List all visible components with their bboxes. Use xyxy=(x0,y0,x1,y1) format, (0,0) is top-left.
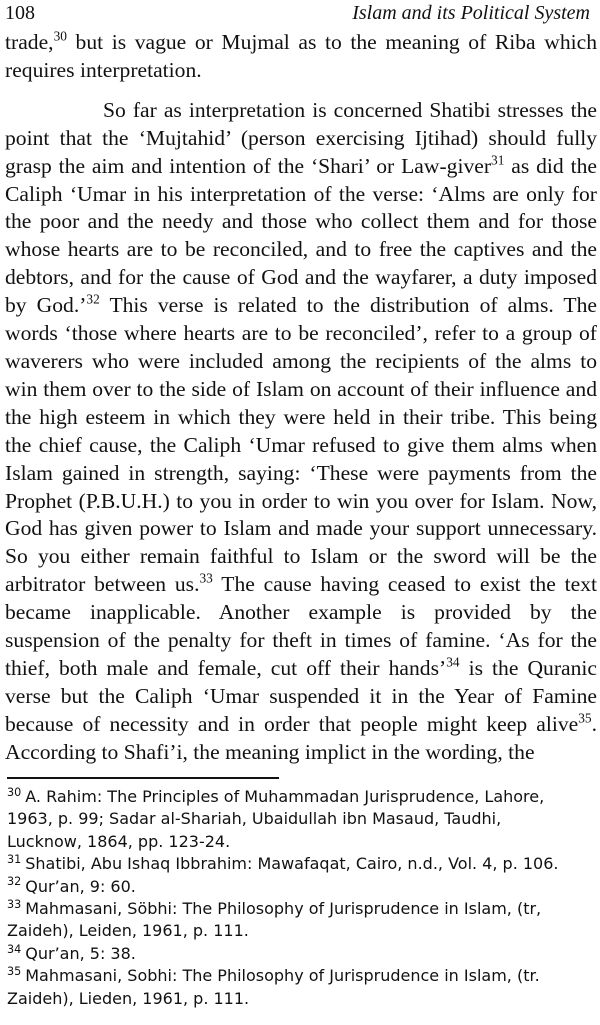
footnote-item xyxy=(7,898,577,943)
footnote-text: Mahmasani, Sobhi: The Philosophy of Jurisprudence in Islam, (tr. Zaideh), Lieden, 1961, p. 111. xyxy=(7,966,540,1008)
paragraph-text: The cause having ceased to exist the text became inapplicable. Another example is provided by the suspension of the penalty for theft in times of famine. ‘As for the thief, both male and female, cut off their hands’ xyxy=(5,572,597,680)
footnote-number: 32 xyxy=(7,875,22,889)
footnote-reference: 35 xyxy=(578,710,592,726)
body-text xyxy=(5,29,597,767)
footnote-item xyxy=(7,786,577,853)
footnote-number: 31 xyxy=(7,853,22,867)
footnote-reference: 33 xyxy=(199,570,213,586)
page-number: 108 xyxy=(5,2,35,24)
running-title: Islam and its Political System xyxy=(352,2,590,24)
paragraph-text: This verse is related to the distribution of alms. The words ‘those where hearts are to be reconciled’, refer to a group of waverers who were included among the recipients of the alms to win them over to the side of Islam on account of their influence and the high esteem in which they were held in their tribe. This being the chief cause, the Caliph ‘Umar refused to give them alms when Islam gained in strength, saying: ‘These were payments from the Prophet (P.B.U.H.) to you in order to win you over for Islam. Now, God has given power to Islam and made your support unnecessary. So you either remain faithful to Islam or the sword will be the arbitrator between us. xyxy=(5,293,597,597)
footnote-divider xyxy=(7,777,279,779)
footnote-item xyxy=(7,943,577,965)
paragraph-text: So far as interpretation is concerned Shatibi stresses the point that the ‘Mujtahid’ (person exercising Ijtihad) should fully grasp the aim and intention of the ‘Shari’ or Law-giver xyxy=(5,97,597,178)
footnote-text: A. Rahim: The Principles of Muhammadan Jurisprudence, Lahore, 1963, p. 99; Sadar al-Shariah, Ubaidullah ibn Masaud, Taudhi, Lucknow, 1864, pp. 123-24. xyxy=(7,787,545,851)
footnote-item xyxy=(7,965,577,1010)
footnote-text: Qur’an, 9: 60. xyxy=(25,876,136,896)
footnote-reference: 31 xyxy=(491,152,505,168)
paragraph-text: . According to Shafi’i, the meaning implict in the wording, the xyxy=(5,711,597,764)
footnote-text: Mahmasani, Söbhi: The Philosophy of Jurisprudence in Islam, (tr, Zaideh), Leiden, 1961, p. 111. xyxy=(7,899,542,941)
paragraph-continuation xyxy=(5,29,597,85)
footnote-item xyxy=(7,876,577,898)
footnote-reference: 30 xyxy=(53,28,67,44)
paragraph-text: trade, xyxy=(5,30,54,54)
footnote-number: 33 xyxy=(7,897,22,911)
footnote-text: Qur’an, 5: 38. xyxy=(25,943,136,963)
footnote-item xyxy=(7,853,577,875)
footnotes xyxy=(7,786,577,1010)
footnote-text: Shatibi, Abu Ishaq Ibbrahim: Mawafaqat, Cairo, n.d., Vol. 4, p. 106. xyxy=(25,854,559,874)
footnote-number: 30 xyxy=(7,785,22,799)
paragraph-text: but is vague or Mujmal as to the meaning of Riba which requires interpretation. xyxy=(5,30,597,82)
footnote-reference: 32 xyxy=(86,291,100,307)
footnote-number: 34 xyxy=(7,942,22,956)
running-header xyxy=(5,0,590,26)
footnote-reference: 34 xyxy=(446,654,460,670)
paragraph-text: as did the Caliph ‘Umar in his interpretation of the verse: ‘Alms are only for the poor and the needy and those who collect them and for those whose hearts are to be reconciled, and to free the captives and the debtors, and for the cause of God and the wayfarer, a duty imposed by God.’ xyxy=(5,153,597,318)
paragraph-text: is the Quranic verse but the Caliph ‘Umar suspended it in the Year of Famine because of necessity and in order that people might keep alive xyxy=(5,655,598,736)
paragraph-main xyxy=(5,97,597,767)
footnote-number: 35 xyxy=(7,965,22,979)
